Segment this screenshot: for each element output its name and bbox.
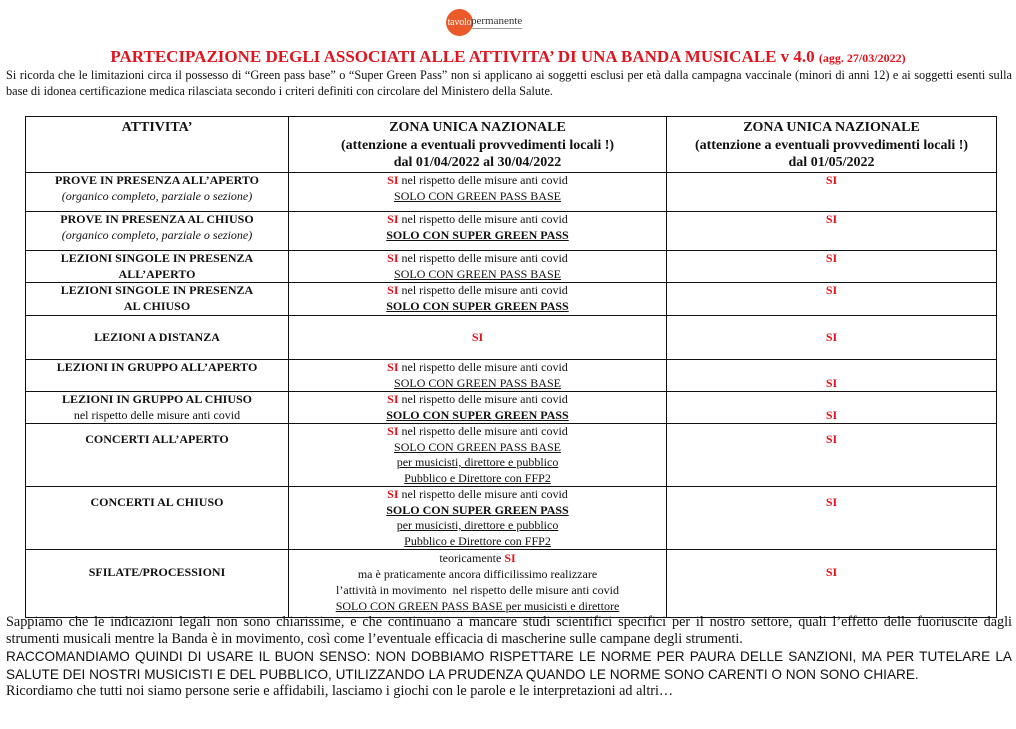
may-cell	[667, 212, 997, 251]
activity-sub: (organico completo, parziale o sezione)	[61, 227, 253, 242]
si-label: SI	[825, 212, 838, 226]
table-row	[26, 212, 997, 251]
header-note: (attenzione a eventuali provvedimenti locali !)	[340, 137, 615, 153]
si-label: SI	[825, 173, 838, 187]
april-cell	[289, 424, 667, 487]
april-cell	[289, 212, 667, 251]
logo-text: permanente	[471, 14, 523, 27]
si-label: SI	[825, 251, 838, 265]
activities-table	[25, 116, 997, 618]
footer-paragraph-1: Sappiamo che le indicazioni legali non sono chiarissime, e che continuano a mancare studi scientifici specifici per il nostro settore, quali l’effetto delle fuoriuscite dagli strumenti musicali mentre la Banda è in movimento, così come l’eventuale efficacia di mascherine sulle campane degli strumenti.	[6, 614, 1012, 648]
april-cell	[289, 251, 667, 283]
si-label: SI	[387, 283, 399, 297]
rispetto-text: nel rispetto delle misure anti covid	[401, 360, 568, 374]
activity-cell	[26, 550, 289, 618]
activity-sub: (organico completo, parziale o sezione)	[61, 188, 253, 203]
activity-name: CONCERTI ALL’APERTO	[85, 432, 229, 446]
may-cell	[667, 251, 997, 283]
footer-notes	[6, 614, 1012, 700]
si-label: SI	[387, 487, 399, 501]
header-zone: ZONA UNICA NAZIONALE	[389, 120, 566, 135]
header-period-april	[289, 117, 667, 173]
super-green-pass: SOLO CON SUPER GREEN PASS	[386, 407, 569, 422]
activity-cell	[26, 316, 289, 360]
april-cell	[289, 392, 667, 424]
table-header-row	[26, 117, 997, 173]
rispetto-text: nel rispetto delle misure anti covid	[401, 392, 568, 406]
si-label: SI	[825, 283, 838, 297]
table-row	[26, 424, 997, 487]
si-label: SI	[825, 495, 838, 509]
si-label: SI	[387, 392, 399, 406]
activity-name: PROVE IN PRESENZA AL CHIUSO	[60, 212, 254, 226]
activity-name: LEZIONI A DISTANZA	[94, 329, 220, 344]
may-cell	[667, 316, 997, 360]
may-cell	[667, 173, 997, 212]
may-cell	[667, 550, 997, 618]
table-row	[26, 487, 997, 550]
april-cell	[289, 316, 667, 360]
activity-cell	[26, 424, 289, 487]
activity-cell	[26, 392, 289, 424]
table-row	[26, 360, 997, 392]
rispetto-text: nel rispetto delle misure anti covid	[401, 487, 568, 501]
activity-cell	[26, 173, 289, 212]
table-row	[26, 283, 997, 316]
green-pass-base-musicians: SOLO CON GREEN PASS BASE per musicisti e direttore	[335, 599, 620, 613]
teoricamente-text: teoricamente	[439, 551, 502, 565]
ffp2-text: Pubblico e Direttore con FFP2	[404, 533, 551, 548]
green-pass-base: SOLO CON GREEN PASS BASE	[394, 439, 561, 454]
intro-text: Si ricorda che le limitazioni circa il possesso di “Green pass base” o “Super Green Pass” non si applicano ai soggetti esclusi per età dalla campagna vaccinale (minori di anni 12) e ai soggetti esenti sulla base di idonea certificazione medica rilasciata secondo i criteri definiti con circolare del Ministero della Salute.	[6, 68, 1012, 98]
per-musicisti-text: per musicisti, direttore e pubblico	[396, 455, 559, 469]
green-pass-base: SOLO CON GREEN PASS BASE	[394, 375, 561, 390]
table-row	[26, 392, 997, 424]
april-cell	[289, 283, 667, 316]
april-cell	[289, 173, 667, 212]
si-label: SI	[387, 212, 399, 226]
activity-name-line2: ALL’APERTO	[118, 266, 196, 281]
si-label: SI	[504, 551, 516, 565]
activity-name: LEZIONI IN GRUPPO AL CHIUSO	[61, 392, 253, 406]
april-cell	[289, 550, 667, 618]
si-label: SI	[387, 424, 399, 438]
activity-name: LEZIONI SINGOLE IN PRESENZA	[60, 283, 254, 297]
rispetto-text: nel rispetto delle misure anti covid	[401, 212, 568, 226]
rispetto-text: nel rispetto delle misure anti covid	[401, 173, 568, 187]
activity-cell	[26, 251, 289, 283]
si-label: SI	[387, 251, 399, 265]
header-period-may	[667, 117, 997, 173]
header-dates: dal 01/05/2022	[788, 155, 875, 170]
difficult-text: ma è praticamente ancora difficilissimo realizzare	[357, 567, 598, 581]
super-green-pass: SOLO CON SUPER GREEN PASS	[386, 298, 569, 313]
header-note: (attenzione a eventuali provvedimenti locali !)	[694, 137, 969, 153]
activity-cell	[26, 487, 289, 550]
page-title	[0, 47, 1016, 68]
header-zone: ZONA UNICA NAZIONALE	[743, 120, 920, 135]
si-label: SI	[825, 432, 838, 446]
si-label: SI	[471, 329, 484, 344]
green-pass-base: SOLO CON GREEN PASS BASE	[394, 188, 561, 203]
green-pass-base: SOLO CON GREEN PASS BASE	[394, 266, 561, 281]
header-activity: ATTIVITA’	[26, 117, 289, 173]
movement-text: l’attività in movimento nel rispetto delle misure anti covid	[336, 583, 619, 597]
ffp2-text: Pubblico e Direttore con FFP2	[404, 470, 551, 485]
per-musicisti-text: per musicisti, direttore e pubblico	[396, 518, 559, 532]
table-row	[26, 173, 997, 212]
logo	[446, 9, 522, 35]
activity-name: CONCERTI AL CHIUSO	[90, 495, 224, 509]
si-label: SI	[387, 360, 399, 374]
activity-cell	[26, 283, 289, 316]
activity-cell	[26, 212, 289, 251]
activity-sub: nel rispetto delle misure anti covid	[73, 407, 241, 422]
may-cell	[667, 360, 997, 392]
logo-circle: tavolo	[446, 9, 473, 36]
may-cell	[667, 487, 997, 550]
activity-name: LEZIONI SINGOLE IN PRESENZA	[60, 251, 254, 265]
table-row	[26, 316, 997, 360]
si-label: SI	[825, 407, 838, 422]
si-label: SI	[825, 329, 838, 344]
si-label: SI	[387, 173, 399, 187]
title-update: (agg. 27/03/2022)	[818, 51, 906, 65]
activity-name: SFILATE/PROCESSIONI	[88, 565, 226, 579]
activity-name-line2: AL CHIUSO	[123, 298, 191, 313]
activity-cell	[26, 360, 289, 392]
activity-name: PROVE IN PRESENZA ALL’APERTO	[55, 173, 259, 187]
table-row	[26, 251, 997, 283]
super-green-pass: SOLO CON SUPER GREEN PASS	[386, 502, 569, 517]
april-cell	[289, 487, 667, 550]
rispetto-text: nel rispetto delle misure anti covid	[401, 251, 568, 265]
may-cell	[667, 283, 997, 316]
table-row	[26, 550, 997, 618]
april-cell	[289, 360, 667, 392]
footer-paragraph-2: RACCOMANDIAMO QUINDI DI USARE IL BUON SENSO: NON DOBBIAMO RISPETTARE LE NORME PER PAURA DELLE SANZIONI, MA PER TUTELARE LA SALUTE DEI NOSTRI MUSICISTI E DEL PUBBLICO, UTILIZZANDO LA PRUDENZA QUANDO LE NORME SONO CARENTI O NON SONO CHIARE.	[6, 649, 1012, 682]
rispetto-text: nel rispetto delle misure anti covid	[401, 283, 568, 297]
si-label: SI	[825, 375, 838, 390]
super-green-pass: SOLO CON SUPER GREEN PASS	[386, 227, 569, 242]
may-cell	[667, 424, 997, 487]
si-label: SI	[825, 565, 838, 579]
activity-name: LEZIONI IN GRUPPO ALL’APERTO	[56, 360, 258, 374]
title-main: PARTECIPAZIONE DEGLI ASSOCIATI ALLE ATTIVITA’ DI UNA BANDA MUSICALE v 4.0	[110, 47, 815, 66]
rispetto-text: nel rispetto delle misure anti covid	[401, 424, 568, 438]
header-dates: dal 01/04/2022 al 30/04/2022	[393, 155, 562, 170]
footer-paragraph-3: Ricordiamo che tutti noi siamo persone serie e affidabili, lasciamo i giochi con le parole e le interpretazioni ad altri…	[6, 682, 674, 699]
may-cell	[667, 392, 997, 424]
